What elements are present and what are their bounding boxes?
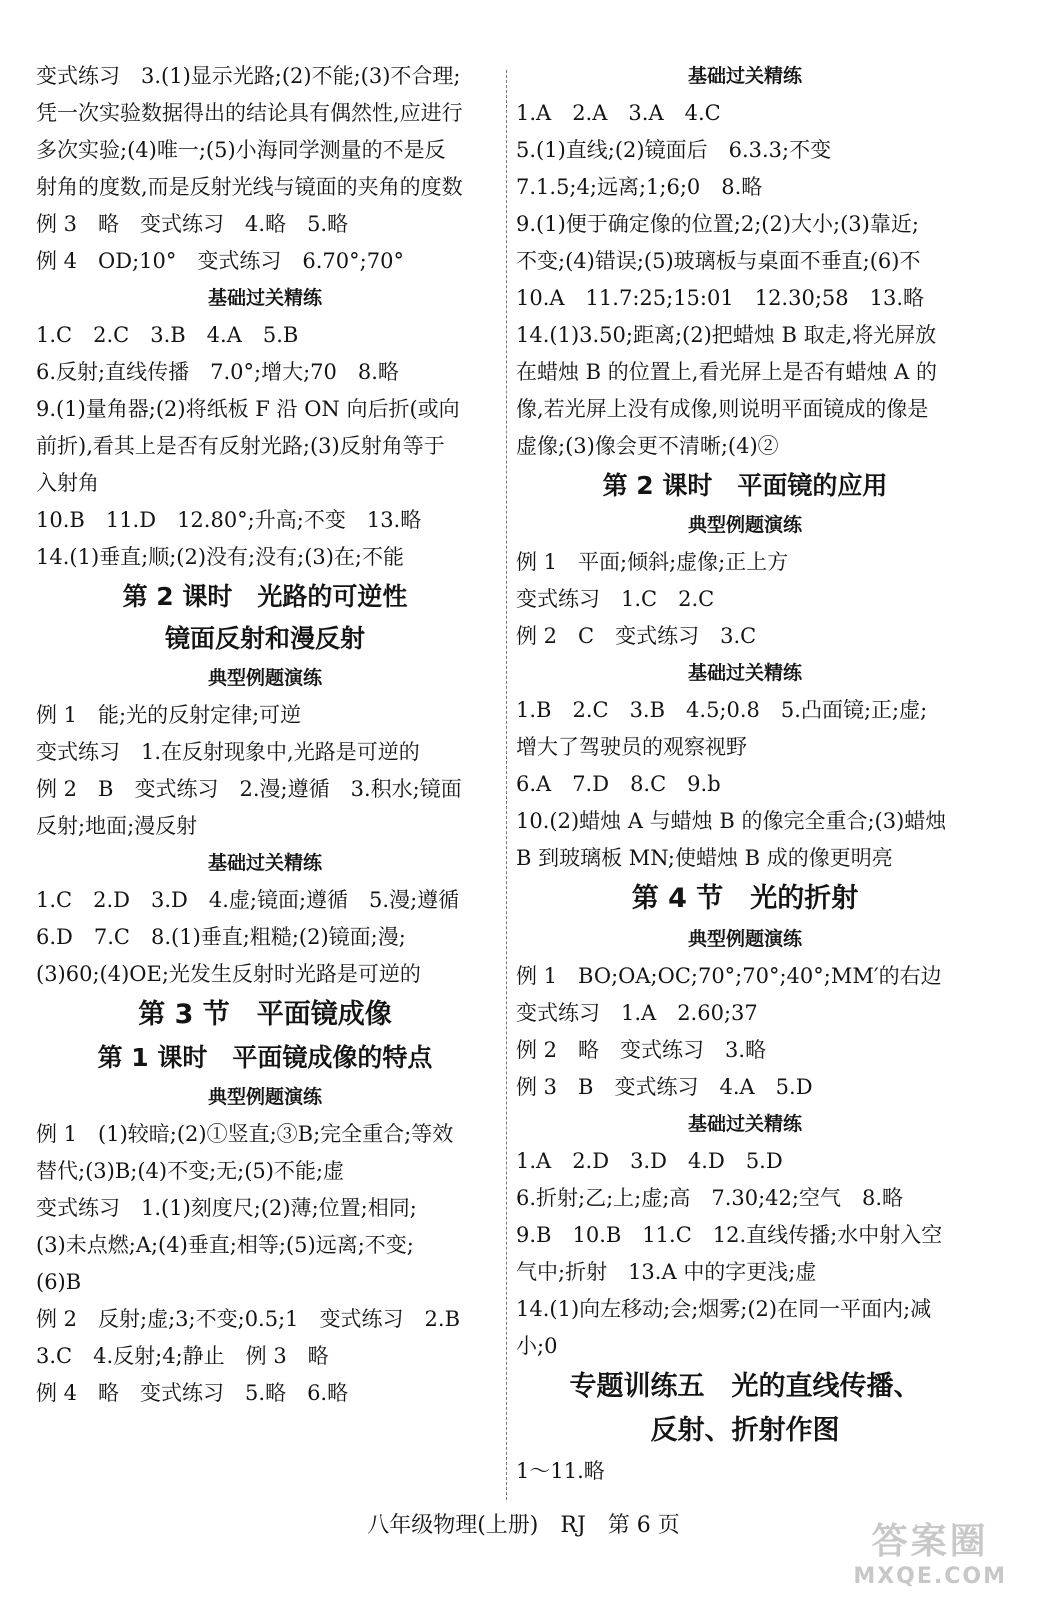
right-text-line: 像,若光屏上没有成像,则说明平面镜成的像是 [516, 397, 929, 421]
left-text-line: 例 1 (1)较暗;(2)①竖直;③B;完全重合;等效 [36, 1122, 454, 1146]
left-text-line: 变式练习 1.在反射现象中,光路是可逆的 [36, 740, 420, 764]
left-text-line: 例 3 略 变式练习 4.略 5.略 [36, 212, 349, 236]
right-text-line: 9.B 10.B 11.C 12.直线传播;水中射入空 [516, 1223, 943, 1247]
left-text-line: 例 2 反射;虚;3;不变;0.5;1 变式练习 2.B [36, 1307, 460, 1331]
right-subhead-line: 基础过关精练 [687, 662, 802, 684]
right-subhead-line: 典型例题演练 [687, 514, 802, 536]
left-text-line: 入射角 [36, 471, 99, 495]
page-footer: 八年级物理(上册) RJ 第 6 页 [367, 1513, 680, 1538]
left-text-line: (3)60;(4)OE;光发生反射时光路是可逆的 [36, 962, 421, 986]
left-text-line: 6.D 7.C 8.(1)垂直;粗糙;(2)镜面;漫; [36, 925, 406, 949]
right-section-line: 反射、折射作图 [650, 1415, 840, 1446]
right-text-line: 1～11.略 [516, 1459, 605, 1483]
left-text-line: 前折),看其上是否有反射光路;(3)反射角等于 [36, 434, 445, 458]
right-text-line: 小;0 [516, 1334, 558, 1358]
right-text-line: 虚像;(3)像会更不清晰;(4)② [516, 434, 779, 458]
right-text-line: 1.A 2.D 3.D 4.D 5.D [516, 1149, 783, 1173]
left-text-line: 6.反射;直线传播 7.0°;增大;70 8.略 [36, 360, 399, 384]
left-text-line: 例 4 OD;10° 变式练习 6.70°;70° [36, 249, 404, 273]
left-text-line: (6)B [36, 1270, 82, 1294]
right-text-line: 在蜡烛 B 的位置上,看光屏上是否有蜡烛 A 的 [516, 360, 937, 384]
left-subhead-line: 基础过关精练 [207, 287, 322, 309]
right-text-line: 1.B 2.C 3.B 4.5;0.8 5.凸面镜;正;虚; [516, 698, 928, 722]
watermark [853, 1520, 1007, 1590]
left-text-line: 例 1 能;光的反射定律;可逆 [36, 703, 302, 727]
right-text-line: 例 2 略 变式练习 3.略 [516, 1038, 767, 1062]
right-column [516, 58, 974, 1490]
watermark-logo: 答案圈 [871, 1521, 989, 1562]
left-column [36, 58, 494, 1412]
right-text-line: 14.(1)向左移动;会;烟雾;(2)在同一平面内;减 [516, 1297, 932, 1321]
left-text-line: 例 2 B 变式练习 2.漫;遵循 3.积水;镜面 [36, 777, 462, 801]
left-lesson-line: 第 1 课时 平面镜成像的特点 [97, 1043, 433, 1072]
left-text-line: 凭一次实验数据得出的结论具有偶然性,应进行 [36, 101, 463, 125]
right-text-line: 不变;(4)错误;(5)玻璃板与桌面不垂直;(6)不 [516, 249, 921, 273]
right-subhead-line: 典型例题演练 [687, 928, 802, 950]
right-text-line: 6.折射;乙;上;虚;高 7.30;42;空气 8.略 [516, 1186, 904, 1210]
left-text-line: 例 4 略 变式练习 5.略 6.略 [36, 1381, 349, 1405]
left-text-line: 10.B 11.D 12.80°;升高;不变 13.略 [36, 508, 422, 532]
right-text-line: 例 1 BO;OA;OC;70°;70°;40°;MM′的右边 [516, 964, 942, 988]
left-lesson-line: 镜面反射和漫反射 [164, 624, 365, 653]
left-text-line: (3)未点燃;A;(4)垂直;相等;(5)远离;不变; [36, 1233, 414, 1257]
right-subhead-line: 基础过关精练 [687, 65, 802, 87]
left-text-line: 射角的度数,而是反射光线与镜面的夹角的度数 [36, 175, 463, 199]
left-subhead-line: 典型例题演练 [207, 667, 322, 689]
right-text-line: 变式练习 1.A 2.60;37 [516, 1001, 758, 1025]
left-subhead-line: 基础过关精练 [207, 852, 322, 874]
right-text-line: 增大了驾驶员的观察视野 [516, 735, 747, 759]
right-text-line: 1.A 2.A 3.A 4.C [516, 101, 721, 125]
left-text-line: 反射;地面;漫反射 [36, 814, 198, 838]
left-text-line: 1.C 2.D 3.D 4.虚;镜面;遵循 5.漫;遵循 [36, 888, 460, 912]
right-section-line: 专题训练五 光的直线传播、 [569, 1371, 921, 1402]
left-text-line: 1.C 2.C 3.B 4.A 5.B [36, 323, 299, 347]
right-text-line: 6.A 7.D 8.C 9.b [516, 772, 721, 796]
right-text-line: 14.(1)3.50;距离;(2)把蜡烛 B 取走,将光屏放 [516, 323, 937, 347]
right-text-line: B 到玻璃板 MN;使蜡烛 B 成的像更明亮 [516, 846, 893, 870]
right-text-line: 5.(1)直线;(2)镜面后 6.3.3;不变 [516, 138, 832, 162]
left-lesson-line: 第 2 课时 光路的可逆性 [122, 582, 408, 611]
left-text-line: 替代;(3)B;(4)不变;无;(5)不能;虚 [36, 1159, 345, 1183]
right-text-line: 气中;折射 13.A 中的字更浅;虚 [516, 1260, 817, 1284]
right-lesson-line: 第 2 课时 平面镜的应用 [602, 471, 888, 500]
left-text-line: 变式练习 1.(1)刻度尺;(2)薄;位置;相同; [36, 1196, 417, 1220]
right-text-line: 例 2 C 变式练习 3.C [516, 624, 757, 648]
left-text-line: 9.(1)量角器;(2)将纸板 F 沿 ON 向后折(或向 [36, 397, 460, 421]
right-text-line: 例 1 平面;倾斜;虚像;正上方 [516, 550, 789, 574]
right-text-line: 10.A 11.7:25;15:01 12.30;58 13.略 [516, 286, 925, 310]
right-section-line: 第 4 节 光的折射 [631, 883, 859, 914]
right-text-line: 9.(1)便于确定像的位置;2;(2)大小;(3)靠近; [516, 212, 919, 236]
left-text-line: 14.(1)垂直;顺;(2)没有;没有;(3)在;不能 [36, 545, 405, 569]
right-text-line: 10.(2)蜡烛 A 与蜡烛 B 的像完全重合;(3)蜡烛 [516, 809, 947, 833]
left-text-line: 变式练习 3.(1)显示光路;(2)不能;(3)不合理; [36, 64, 461, 88]
watermark-site: MXQE.COM [853, 1564, 1007, 1589]
left-text-line: 多次实验;(4)唯一;(5)小海同学测量的不是反 [36, 138, 446, 162]
right-text-line: 变式练习 1.C 2.C [516, 587, 715, 611]
right-text-line: 7.1.5;4;远离;1;6;0 8.略 [516, 175, 763, 199]
right-text-line: 例 3 B 变式练习 4.A 5.D [516, 1075, 813, 1099]
left-section-line: 第 3 节 平面镜成像 [138, 999, 392, 1030]
column-divider [506, 70, 507, 1500]
right-subhead-line: 基础过关精练 [687, 1113, 802, 1135]
left-text-line: 3.C 4.反射;4;静止 例 3 略 [36, 1344, 329, 1368]
left-subhead-line: 典型例题演练 [207, 1086, 322, 1108]
